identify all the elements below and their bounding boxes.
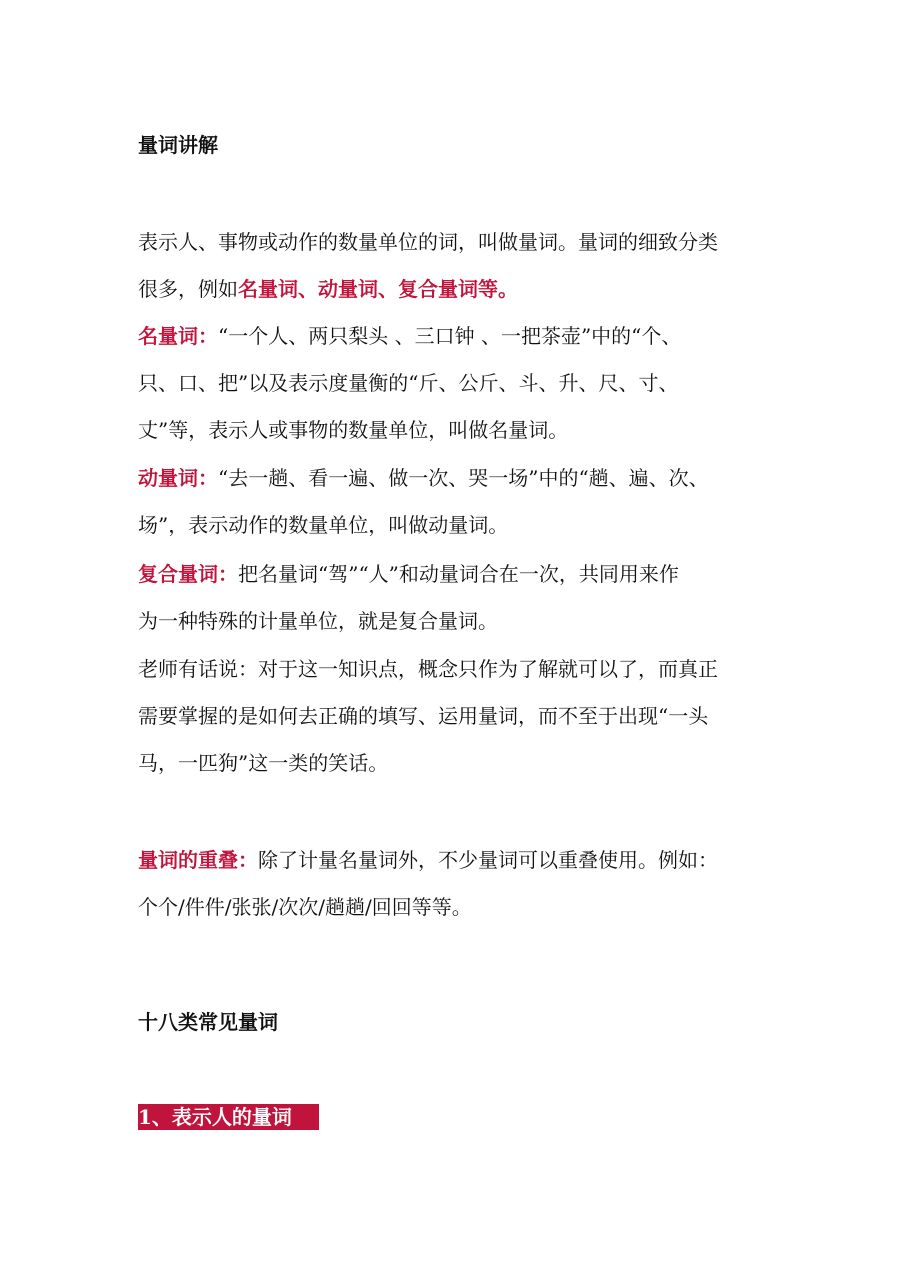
reduplication-line-2: 个个/件件/张张/次次/趟趟/回回等等。 [138,895,472,919]
compound-classifier-line-2: 为一种特殊的计量单位，就是复合量词。 [138,609,498,633]
verb-classifier-text-1: “去一趟、看一遍、做一次、哭一场”中的“趟、遍、次、 [218,466,709,490]
compound-classifier-text-1: 把名量词“驾”“人”和动量词合在一次，共同用来作 [238,562,679,586]
section-1-title-banner: 1、表示人的量词 [138,1104,319,1130]
compound-classifier-line-1 [138,560,679,588]
noun-classifier-line-1 [138,322,681,350]
verb-classifier-label: 动量词： [138,466,218,490]
noun-classifier-line-2: 只、口、把”以及表示度量衡的“斤、公斤、斗、升、尺、寸、 [138,371,679,395]
teacher-note-line-1: 老师有话说：对于这一知识点，概念只作为了解就可以了，而真正 [138,657,718,681]
intro-line-2-text: 很多，例如 [138,277,238,301]
intro-line-1: 表示人、事物或动作的数量单位的词，叫做量词。量词的细致分类 [138,230,718,254]
compound-classifier-label: 复合量词： [138,562,238,586]
noun-classifier-label: 名量词： [138,324,218,348]
noun-classifier-line-3: 丈”等，表示人或事物的数量单位，叫做名量词。 [138,418,569,442]
intro-line-2 [138,275,518,303]
reduplication-text-1: 除了计量名量词外，不少量词可以重叠使用。例如： [258,848,718,872]
section-heading-common-classifiers: 十八类常见量词 [138,1010,278,1034]
reduplication-label: 量词的重叠： [138,848,258,872]
reduplication-line-1 [138,846,718,874]
intro-highlight-types: 名量词、动量词、复合量词等。 [238,277,518,301]
verb-classifier-line-1 [138,464,709,492]
teacher-note-line-3: 马，一匹狗”这一类的笑话。 [138,751,389,775]
verb-classifier-line-2: 场”，表示动作的数量单位，叫做动量词。 [138,513,509,537]
teacher-note-line-2: 需要掌握的是如何去正确的填写、运用量词，而不至于出现“一头 [138,704,709,728]
section-heading-classifier-explanation: 量词讲解 [138,133,218,157]
noun-classifier-text-1: “一个人、两只梨头 、三口钟 、一把茶壶”中的“个、 [218,324,682,348]
